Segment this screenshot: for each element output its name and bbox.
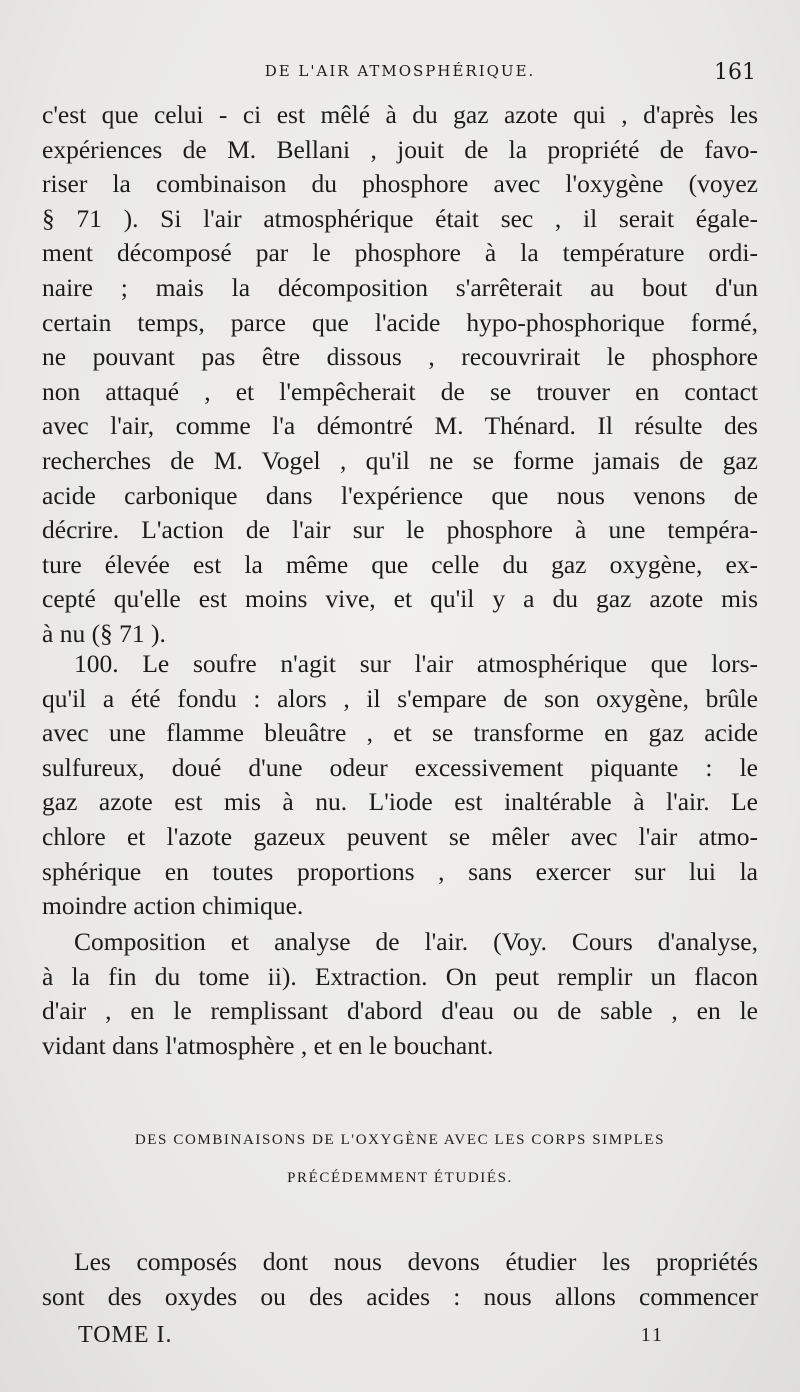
text-line: ne pouvant pas être dissous , recouvrirait le phosphore (42, 342, 758, 372)
text-line: ture élevée est la même que celle du gaz oxygène, ex- (42, 549, 758, 579)
text-line: avec l'air, comme l'a démontré M. Thénard. Il résulte des (42, 411, 758, 441)
text-line: décrire. L'action de l'air sur le phosphore à une tempéra- (42, 515, 758, 545)
text-line: cepté qu'elle est moins vive, et qu'il y a du gaz azote mis (42, 584, 758, 614)
text-line: sphérique en toutes proportions , sans exercer sur lui la (42, 856, 758, 886)
text-line: sont des oxydes ou des acides : nous allons commencer (42, 1281, 758, 1311)
text-line: moindre action chimique. (42, 891, 304, 921)
text-line: riser la combinaison du phosphore avec l'oxygène (voyez (42, 169, 758, 199)
volume-label: TOME I. (78, 1322, 173, 1348)
paragraph-phosphore (42, 98, 758, 652)
paragraph-composition (42, 925, 758, 1063)
text-line: § 71 ). Si l'air atmosphérique était sec , il serait égale- (42, 203, 758, 233)
text-line: 100. Le soufre n'agit sur l'air atmosphérique que lors- (74, 649, 758, 678)
text-line: d'air , en le remplissant d'abord d'eau ou de sable , en le (42, 996, 758, 1026)
text-line: naire ; mais la décomposition s'arrêterait au bout d'un (42, 272, 758, 302)
paragraph-composes (42, 1245, 758, 1314)
running-head (40, 60, 760, 88)
running-head-title: DE L'AIR ATMOSPHÉRIQUE. (264, 62, 536, 80)
text-line: certain temps, parce que l'acide hypo-phosphorique formé, (42, 307, 758, 337)
text-line: à la fin du tome ii). Extraction. On peut remplir un flacon (42, 961, 758, 991)
text-line: expériences de M. Bellani , jouit de la propriété de favo- (42, 134, 758, 164)
text-line: avec une flamme bleuâtre , et se transforme en gaz acide (42, 718, 758, 748)
text-line: gaz azote est mis à nu. L'iode est inaltérable à l'air. Le (42, 787, 758, 817)
page-number: 161 (714, 60, 756, 85)
text-line: vidant dans l'atmosphère , et en le bouchant. (42, 1030, 494, 1060)
text-line: ment décomposé par le phosphore à la température ordi- (42, 238, 758, 268)
text-line: qu'il a été fondu : alors , il s'empare de son oxygène, brûle (42, 683, 758, 713)
text-line: Les composés dont nous devons étudier les propriétés (74, 1247, 758, 1276)
section-heading-line1: DES COMBINAISONS DE L'OXYGÈNE AVEC LES CORPS SIMPLES (134, 1132, 666, 1148)
text-line: chlore et l'azote gazeux peuvent se mêler avec l'air atmo- (42, 821, 758, 851)
text-line: à nu (§ 71 ). (42, 618, 166, 648)
paragraph-soufre (42, 647, 758, 924)
text-line: Composition et analyse de l'air. (Voy. Cours d'analyse, (74, 927, 758, 956)
text-line: sulfureux, doué d'une odeur excessivement piquante : le (42, 752, 758, 782)
section-heading-line2: PRÉCÉDEMMENT ÉTUDIÉS. (287, 1170, 513, 1186)
text-line: c'est que celui - ci est mêlé à du gaz azote qui , d'après les (42, 100, 758, 129)
text-line: acide carbonique dans l'expérience que nous venons de (42, 480, 758, 510)
text-line: recherches de M. Vogel , qu'il ne se forme jamais de gaz (42, 445, 758, 475)
page-footer (78, 1322, 758, 1352)
signature-mark: 11 (640, 1324, 664, 1346)
text-line: non attaqué , et l'empêcherait de se trouver en contact (42, 376, 758, 406)
